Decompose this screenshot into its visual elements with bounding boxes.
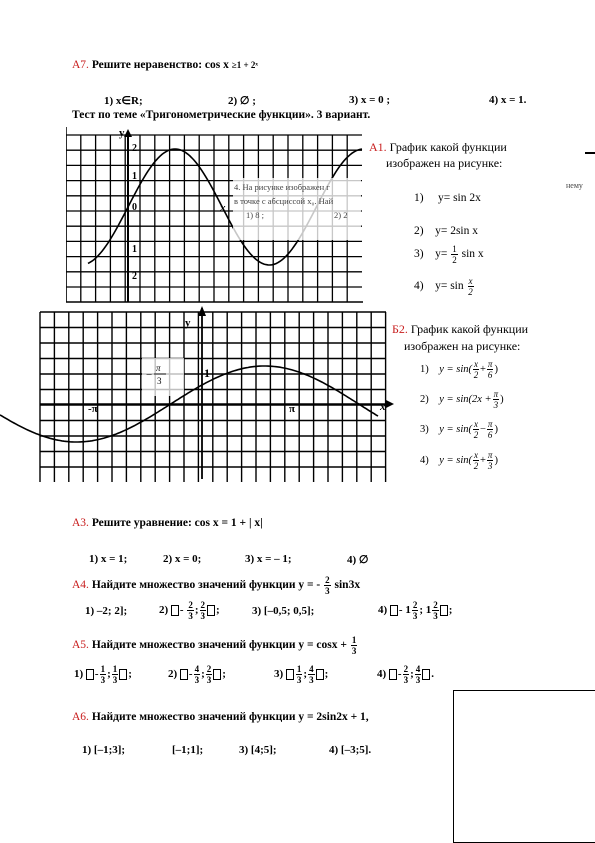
frac [403,664,410,685]
question-a6-text: Найдите множество значений функции y = 2sin2x + 1, [91,711,369,723]
a6-option-1: 1) [–1;3]; [82,744,126,756]
question-a6 [72,711,369,723]
a1-option-3 [414,244,484,265]
option-mid: ; [201,668,205,681]
frac-num: x [474,419,478,429]
frac-den: 3 [493,400,499,410]
bracket-icon [119,669,127,680]
a7-option-1: 1) x∈R; [104,95,143,107]
option-pre: y = sin( [439,454,472,466]
bracket-icon [440,605,448,616]
graph-1-overlay-line-3: 1) 8 ; [246,210,264,220]
question-a3-text: Решите уравнение: cos x = 1 + | x| [91,517,263,529]
graph-2-label-neg-pi: -π [88,403,98,415]
graph-1-overlay-line-1: 4. На рисунке изображен г [234,182,330,192]
frac [296,664,303,685]
side-fragment: нему [566,181,583,190]
a4-option-2-pre: - [179,604,184,617]
frac [473,419,479,440]
bracket-icon [422,669,430,680]
option-post: ; [324,668,329,681]
a1-option-1-text: y= sin 2x [437,192,481,204]
bracket-icon [316,669,324,680]
option-post: ; [222,668,226,681]
a4-option-4-post: ; [448,604,453,617]
frac-num: 4 [194,664,200,674]
option-post: ) [494,423,498,435]
a4-option-4 [378,600,452,621]
frac-den: 2 [473,430,479,440]
frac-den: 3 [200,611,206,621]
bracket-icon [389,669,397,680]
option-num: 3) [274,668,284,681]
question-a5-text: Найдите множество значений функции y = cosx + [91,639,347,652]
question-a6-label: А6. [72,711,89,723]
frac-num: 2 [412,600,418,610]
a4-option-2-post: ; [216,604,220,617]
question-a4-label: А4. [72,579,89,592]
option-post: ; [128,668,132,681]
graph-2-label-pi: π [289,403,296,415]
question-a1-label: А1. [369,140,387,154]
a6-option-2: [–1;1]; [172,744,204,756]
question-a7 [72,59,258,71]
frac [473,359,479,380]
bracket-icon [213,669,221,680]
frac-den: 3 [403,675,409,685]
question-b2-text-2: изображен на рисунке: [404,339,521,353]
option-num: 2) [168,668,178,681]
question-a7-label: А7. [72,59,89,71]
question-b2 [392,322,528,337]
frac-num: x [468,276,473,286]
frac-den: 2 [452,255,457,265]
a1-option-2-num: 2) [414,225,424,237]
a1-option-3-num: 3) [414,248,424,261]
frac [194,664,201,685]
frac-num: 2 [433,600,438,610]
a4-option-4-mid: ; 1 [419,604,432,617]
graph-1-tick-neg1: 1 [132,244,137,255]
graph-2-label-frac-num: π [156,363,161,373]
option-mid: ; [410,668,414,681]
frac-den: 3 [412,611,418,621]
a5-option-3 [274,664,328,685]
frac-num: π [487,359,493,369]
question-a5-label: А5. [72,639,89,652]
frac [206,664,213,685]
frac [308,664,315,685]
graph-1-tick-2: 2 [132,143,137,154]
graph-1-tick-0: 0 [132,202,137,213]
bracket-icon [390,605,398,616]
a4-option-1-text: –2; 2]; [96,605,128,617]
question-a1 [369,140,507,155]
a4-option-2-mid: ; [194,604,199,617]
option-num: 4) [420,454,429,466]
option-pre: y = sin( [439,363,472,375]
frac [412,600,419,621]
a7-option-3: 3) x = 0 ; [349,94,391,106]
bracket-icon [86,669,94,680]
a3-option-3: 3) x = – 1; [245,553,292,565]
option-mid: ; [107,668,111,681]
graph-2-y-axis-label: y [185,317,191,329]
frac-den: 3 [206,675,212,685]
frac-num: π [493,389,499,399]
frac-num: 2 [403,664,409,674]
b2-option-3 [420,419,498,440]
frac [473,450,479,471]
option-sign: + [480,454,486,466]
option-post: . [431,668,435,681]
b2-option-2 [420,389,504,410]
a1-option-3-frac [451,244,458,265]
question-a3 [72,517,263,529]
question-a7-expr: cos x [204,59,229,71]
a1-option-4 [414,276,475,297]
a3-option-4: 4) ∅ [347,554,369,566]
graph-2-x-axis-label: x [380,401,386,413]
frac-num: 4 [415,664,421,674]
question-a7-rhs: ≥1 + 2ˣ [231,60,258,70]
a4-option-4-pre: - 1 [398,604,411,617]
option-post: ) [494,454,498,466]
question-a4 [72,575,360,596]
frac-num: 1 [351,635,357,645]
frac-den: 6 [487,370,493,380]
question-a5 [72,635,358,656]
graph-1-y-axis-label: y [119,127,125,139]
frac-den: 2 [473,461,479,471]
a1-option-1-num: 1) [414,192,424,204]
a4-option-3 [252,605,314,617]
a1-option-4-num: 4) [414,280,424,293]
test-title: Тест по теме «Тригонометрические функции». 3 вариант. [72,109,371,121]
bracket-icon [286,669,294,680]
frac [100,664,107,685]
question-a5-frac [351,635,358,656]
frac-den: 2 [468,287,473,297]
option-sign: + [480,363,486,375]
frac [415,664,422,685]
graph-1-tick-1: 1 [132,171,137,182]
a6-option-3: 3) [4;5]; [239,744,277,756]
frac-den: 3 [351,646,357,656]
frac-num: 2 [325,575,330,585]
a1-option-3-pre: y= [435,248,448,261]
graph-1-overlay-line-4: 2) 2 [334,210,348,220]
a3-option-1: 1) x = 1; [89,553,128,565]
frac-den: 3 [415,675,421,685]
frac-num: 1 [296,664,302,674]
option-pre: - [188,668,193,681]
frac [432,600,439,621]
option-sign: − [480,423,486,435]
frac-num: 1 [112,664,118,674]
graph-1-tick-neg2: 2 [132,271,137,282]
a7-option-2: 2) ∅ ; [228,95,256,107]
frac [112,664,119,685]
a4-option-2 [159,600,220,621]
option-mid: ; [303,668,308,681]
question-b2-text-1: График какой функции [410,322,529,336]
frac-den: 6 [487,430,493,440]
frac [487,359,494,380]
frac-num: 4 [309,664,314,674]
graph-1-overlay-line-2: в точке с абсциссой x₀. Най [234,196,334,206]
frac-num: x [474,450,478,460]
a1-option-2-text: y= 2sin x [435,225,478,237]
frac [487,419,494,440]
frac-den: 3 [296,675,302,685]
a5-option-1 [74,664,132,685]
frac-num: 1 [100,664,106,674]
frac-num: 1 [452,244,457,254]
frac-den: 3 [487,461,493,471]
option-pre: - [397,668,402,681]
a4-option-3-text: [–0,5; 0,5]; [263,605,315,617]
question-a1-text-1: График какой функции [389,140,507,154]
question-a3-label: А3. [72,517,89,529]
option-pre: y = sin( [439,423,472,435]
bracket-icon [180,669,188,680]
question-b2-label: Б2. [392,322,408,336]
b2-option-4 [420,450,498,471]
graph-1 [66,127,376,305]
frac-den: 3 [188,611,193,621]
frac-den: 3 [309,675,314,685]
a3-option-2: 2) x = 0; [163,553,202,565]
option-pre: - [94,668,99,681]
question-a4-frac [324,575,331,596]
frac [487,450,494,471]
a1-option-3-post: sin x [461,248,484,261]
bracket-icon [171,605,179,616]
a5-option-2 [168,664,226,685]
frac [493,389,500,410]
frac-den: 3 [194,675,200,685]
frac-num: 2 [206,664,212,674]
frac [187,600,194,621]
question-a1-text-2: изображен на рисунке: [386,156,503,170]
a5-option-4 [377,664,434,685]
frac-num: 2 [188,600,193,610]
frac-den: 3 [112,675,118,685]
frac-num: x [474,359,478,369]
option-num: 4) [377,668,387,681]
question-a7-text: Решите неравенство: [91,59,203,71]
bracket-icon [207,605,215,616]
question-a4-tail: sin3x [334,579,361,592]
option-num: 2) [420,393,429,405]
option-num: 1) [74,668,84,681]
a4-option-3-num: 3) [252,605,262,617]
empty-answer-box [453,690,595,843]
question-a4-text: Найдите множество значений функции y = - [91,579,321,592]
a4-option-2-num: 2) [159,604,169,617]
a1-option-1 [414,192,481,204]
frac-num: π [487,419,493,429]
graph-2-label-frac-den: 3 [157,376,162,386]
graph-2-label-one: 1 [204,366,210,380]
option-post: ) [494,363,498,375]
a4-option-4-num: 4) [378,604,388,617]
a4-option-1 [85,605,127,617]
frac-den: 3 [100,675,106,685]
graph-2-label-frac-sign: − [146,369,153,381]
frac-den: 2 [473,370,479,380]
a6-option-4: 4) [–3;5]. [329,744,372,756]
frac [200,600,207,621]
a1-option-4-pre: y= sin [435,280,464,293]
graph-2 [0,304,400,490]
frac-num: 2 [200,600,206,610]
option-post: ) [500,393,504,405]
option-pre: y = sin(2x + [439,393,492,405]
frac-num: π [487,450,493,460]
a1-option-2 [414,225,478,237]
a7-option-4: 4) x = 1. [489,94,527,106]
a1-option-4-frac [468,276,474,297]
edge-dash [585,152,595,154]
option-num: 1) [420,363,429,375]
frac-den: 3 [325,586,330,596]
frac-den: 3 [433,611,438,621]
graph-1-x-tick: x [220,202,226,214]
a4-option-1-num: 1) [85,605,95,617]
b2-option-1 [420,359,498,380]
option-num: 3) [420,423,429,435]
